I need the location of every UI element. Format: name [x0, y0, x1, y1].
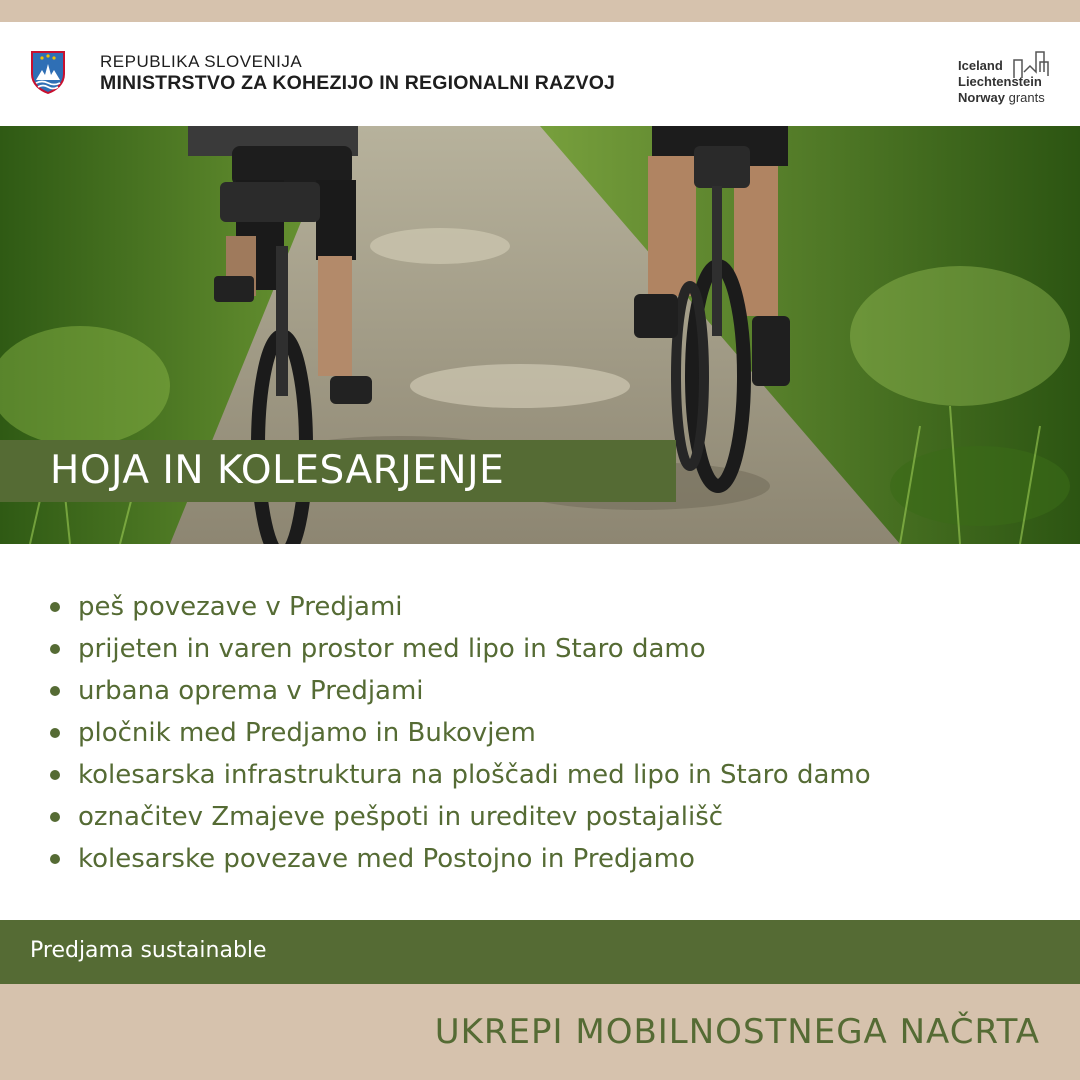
- slovenia-coat-of-arms-icon: [30, 50, 66, 94]
- top-decor-strip: [0, 0, 1080, 22]
- grants-word: grants: [1008, 90, 1045, 105]
- bullet-dot-icon: [50, 602, 60, 612]
- bullet-dot-icon: [50, 728, 60, 738]
- project-name: Predjama sustainable: [30, 938, 267, 963]
- list-item-text: prijeten in varen prostor med lipo in Staro damo: [78, 634, 706, 664]
- list-item: [50, 628, 871, 670]
- measures-list: [50, 586, 871, 880]
- list-item-text: urbana oprema v Predjami: [78, 676, 424, 706]
- subtitle-footer-bar: [0, 984, 1080, 1080]
- title-banner: [0, 440, 676, 502]
- eea-norway-grants-logo: [958, 54, 1058, 114]
- list-item-text: pločnik med Predjamo in Bukovjem: [78, 718, 536, 748]
- gov-line-ministry: MINISTRSTVO ZA KOHEZIJO IN REGIONALNI RAZVOJ: [100, 72, 616, 94]
- bullet-dot-icon: [50, 644, 60, 654]
- list-item: [50, 796, 871, 838]
- gov-line-republic: REPUBLIKA SLOVENIJA: [100, 52, 303, 71]
- list-item-text: kolesarska infrastruktura na ploščadi med lipo in Staro damo: [78, 760, 871, 790]
- bullet-dot-icon: [50, 812, 60, 822]
- list-item: [50, 838, 871, 880]
- bullet-dot-icon: [50, 686, 60, 696]
- footer-subtitle: UKREPI MOBILNOSTNEGA NAČRTA: [434, 1012, 1040, 1052]
- header: [0, 22, 1080, 126]
- grants-iceland-text: Iceland: [958, 58, 1003, 73]
- list-item: [50, 754, 871, 796]
- list-item: [50, 712, 871, 754]
- project-footer-bar: [0, 920, 1080, 984]
- list-item-text: označitev Zmajeve pešpoti in ureditev postajališč: [78, 802, 724, 832]
- grants-norway-bold: Norway: [958, 90, 1005, 105]
- list-item-text: kolesarske povezave med Postojno in Predjamo: [78, 844, 695, 874]
- grants-liechtenstein-text: Liechtenstein: [958, 74, 1042, 89]
- list-item-text: peš povezave v Predjami: [78, 592, 403, 622]
- page-title: HOJA IN KOLESARJENJE: [50, 448, 505, 493]
- list-item: [50, 670, 871, 712]
- list-item: [50, 586, 871, 628]
- grants-norway-text: [958, 90, 1045, 105]
- bullet-dot-icon: [50, 854, 60, 864]
- bullet-dot-icon: [50, 770, 60, 780]
